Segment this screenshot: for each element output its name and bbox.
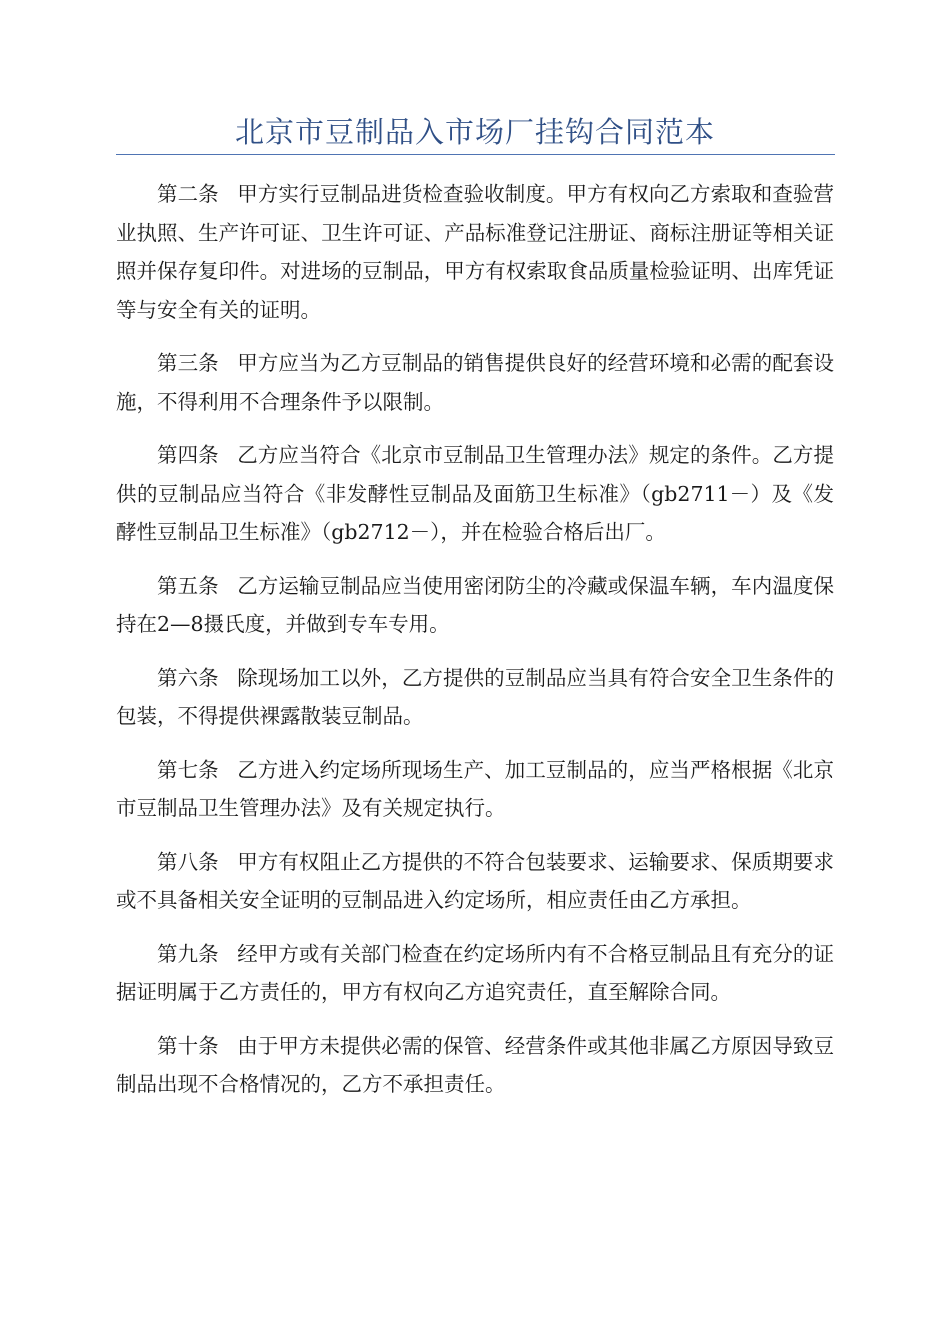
article-text: 除现场加工以外，乙方提供的豆制品应当具有符合安全卫生条件的包装，不得提供裸露散装豆制品。 — [116, 665, 835, 728]
article-text: 乙方应当符合《北京市豆制品卫生管理办法》规定的条件。乙方提供的豆制品应当符合《非发酵性豆制品及面筋卫生标准》（gb2711－）及《发酵性豆制品卫生标准》（gb2712－），并在检验合格后出厂。 — [116, 443, 835, 544]
article-7 — [116, 751, 834, 828]
article-text: 甲方有权阻止乙方提供的不符合包装要求、运输要求、保质期要求或不具备相关安全证明的豆制品进入约定场所，相应责任由乙方承担。 — [116, 849, 835, 912]
article-9 — [116, 935, 834, 1012]
article-number: 第八条 — [157, 849, 219, 874]
document-body — [116, 175, 834, 1119]
article-4 — [116, 436, 834, 552]
article-number: 第四条 — [157, 443, 219, 467]
article-5 — [116, 567, 834, 644]
article-text: 甲方应当为乙方豆制品的销售提供良好的经营环境和必需的配套设施，不得利用不合理条件予以限制。 — [116, 351, 835, 414]
article-number: 第六条 — [157, 665, 219, 690]
article-number: 第七条 — [157, 757, 219, 782]
article-text: 经甲方或有关部门检查在约定场所内有不合格豆制品且有充分的证据证明属于乙方责任的，甲方有权向乙方追究责任，直至解除合同。 — [116, 941, 835, 1004]
article-number: 第九条 — [157, 941, 219, 966]
article-8 — [116, 843, 834, 920]
article-number: 第二条 — [157, 182, 219, 206]
document-title: 北京市豆制品入市场厂挂钩合同范本 — [234, 115, 715, 149]
article-number: 第三条 — [157, 351, 219, 375]
article-text: 乙方进入约定场所现场生产、加工豆制品的，应当严格根据《北京市豆制品卫生管理办法》及有关规定执行。 — [116, 757, 835, 820]
article-6 — [116, 659, 834, 736]
article-text: 甲方实行豆制品进货检查验收制度。甲方有权向乙方索取和查验营业执照、生产许可证、卫生许可证、产品标准登记注册证、商标注册证等相关证照并保存复印件。对进场的豆制品，甲方有权索取食品质量检验证明、出库凭证等与安全有关的证明。 — [116, 182, 835, 322]
article-2 — [116, 175, 834, 329]
article-number: 第五条 — [157, 573, 219, 598]
title-underline — [116, 154, 835, 155]
article-text: 乙方运输豆制品应当使用密闭防尘的冷藏或保温车辆，车内温度保持在2—8摄氏度，并做到专车专用。 — [116, 573, 835, 636]
article-text: 由于甲方未提供必需的保管、经营条件或其他非属乙方原因导致豆制品出现不合格情况的，乙方不承担责任。 — [116, 1033, 835, 1096]
article-3 — [116, 344, 834, 421]
article-number: 第十条 — [157, 1033, 219, 1058]
article-10 — [116, 1027, 834, 1104]
